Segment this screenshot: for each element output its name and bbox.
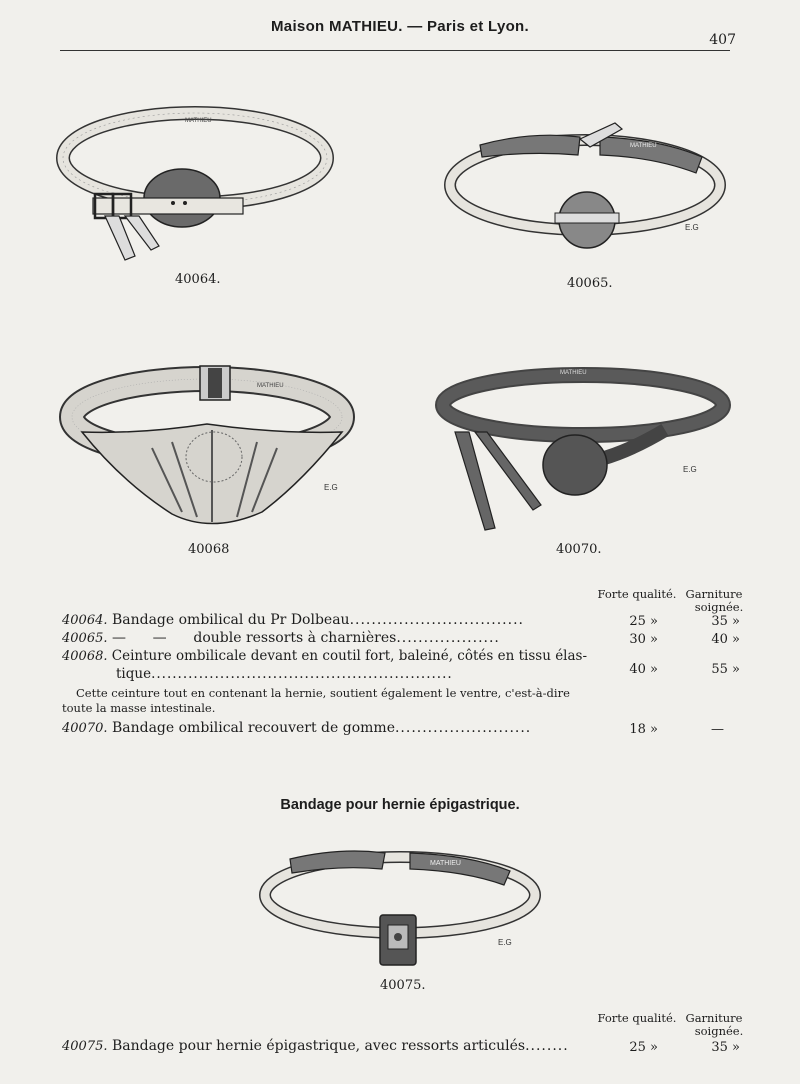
engraver-signature-40075: E.G	[498, 938, 512, 947]
item-code: 40068.	[62, 649, 108, 664]
figure-label-40075: 40075.	[380, 978, 426, 993]
belt-illustration-40068	[62, 362, 362, 534]
price-row-40064	[62, 612, 524, 628]
price-garniture-40064: 35 »	[711, 614, 740, 629]
strap-brand-40070: MATHIEU	[560, 370, 587, 376]
price-row-40075	[62, 1038, 569, 1054]
column-header-garniture-line2: soignée.	[694, 600, 744, 614]
strap-brand-40065: MATHIEU	[630, 143, 657, 149]
item-code: 40064.	[62, 613, 108, 628]
price-forte-40068: 40 »	[629, 662, 658, 677]
header-rule	[60, 50, 730, 51]
item-code: 40065.	[62, 631, 108, 646]
price-row-40068-continued	[116, 666, 453, 682]
leader-dots: .........................	[394, 720, 532, 736]
item-description: Bandage ombilical du Pr Dolbeau	[111, 612, 350, 628]
column-header-forte-2: Forte qualité.	[597, 1011, 677, 1025]
strap-brand-40068: MATHIEU	[257, 383, 284, 389]
figure-label-40065: 40065.	[567, 276, 613, 291]
item-code: 40070.	[62, 721, 108, 736]
item-description: — — double ressorts à charnières	[111, 630, 397, 646]
column-header-forte: Forte qualité.	[597, 587, 677, 601]
item-description-continued: tique	[116, 666, 152, 682]
section-title: Bandage pour hernie épigastrique.	[280, 797, 520, 813]
belt-illustration-40070	[435, 360, 735, 540]
leader-dots: .........................................................	[151, 666, 453, 682]
figure-label-40064: 40064.	[175, 272, 221, 287]
column-header-garniture-2-line2: soignée.	[694, 1024, 744, 1038]
price-forte-40064: 25 »	[629, 614, 658, 629]
price-garniture-40065: 40 »	[711, 632, 740, 647]
item-description: Bandage ombilical recouvert de gomme	[111, 720, 395, 736]
running-header: Maison MATHIEU. — Paris et Lyon.	[271, 18, 529, 35]
belt-illustration-40075	[260, 845, 545, 975]
engraver-signature-40070: E.G	[683, 465, 697, 474]
item-code: 40075.	[62, 1039, 108, 1054]
price-row-40068	[62, 648, 587, 664]
engraver-signature-40065: E.G	[685, 223, 699, 232]
item-description: Ceinture ombilicale devant en coutil fort, baleiné, côtés en tissu élas-	[111, 648, 588, 664]
price-forte-40075: 25 »	[629, 1040, 658, 1055]
column-header-garniture	[678, 588, 750, 614]
strap-brand-40075: MATHIEU	[430, 860, 461, 867]
price-garniture-40070: —	[711, 722, 724, 737]
column-header-garniture-2	[678, 1012, 750, 1038]
price-garniture-40068: 55 »	[711, 662, 740, 677]
price-row-40065	[62, 630, 500, 646]
leader-dots: ...................	[396, 630, 500, 646]
price-row-40070	[62, 720, 531, 736]
leader-dots: ................................	[349, 612, 524, 628]
engraver-signature-40068: E.G	[324, 483, 338, 492]
page-number: 407	[709, 32, 736, 48]
belt-illustration-40065	[440, 115, 740, 260]
product-note: Cette ceinture tout en contenant la hernie, soutient également le ventre, c'est-à-dire toute la masse intestinale.	[62, 686, 570, 715]
column-header-garniture-line1: Garniture	[685, 587, 743, 601]
price-forte-40070: 18 »	[629, 722, 658, 737]
figure-label-40070: 40070.	[556, 542, 602, 557]
item-description: Bandage pour hernie épigastrique, avec ressorts articulés	[111, 1038, 526, 1054]
price-garniture-40075: 35 »	[711, 1040, 740, 1055]
strap-brand-40064: MATHIEU	[185, 118, 212, 124]
leader-dots: ........	[525, 1038, 569, 1054]
column-header-garniture-2-line1: Garniture	[685, 1011, 743, 1025]
belt-illustration-40064	[55, 100, 345, 275]
figure-label-40068: 40068	[188, 542, 230, 557]
price-forte-40065: 30 »	[629, 632, 658, 647]
